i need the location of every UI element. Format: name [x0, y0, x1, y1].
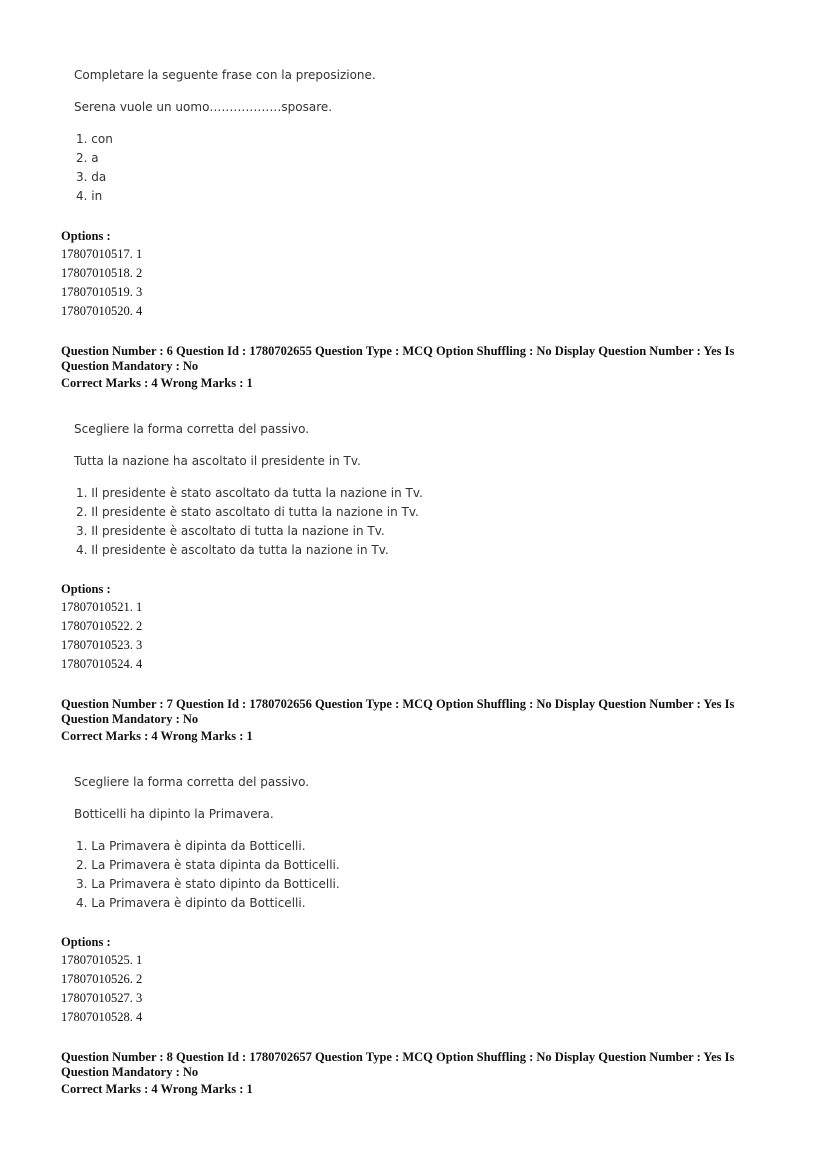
option-id-4: 17807010524. 4: [61, 657, 143, 671]
question-marks: Correct Marks : 4 Wrong Marks : 1: [61, 729, 253, 743]
question-meta: Question Number : 7 Question Id : 1780702656 Question Type : MCQ Option Shuffling : No Display Question Number : Yes Is Question Mandatory : No: [61, 697, 735, 726]
option-id-3: 17807010523. 3: [61, 638, 143, 652]
choice-1: 1. La Primavera è dipinta da Botticelli.: [76, 839, 306, 853]
choice-2: 2. Il presidente è stato ascoltato di tutta la nazione in Tv.: [76, 505, 419, 519]
option-id-1: 17807010521. 1: [61, 600, 143, 614]
question-marks: Correct Marks : 4 Wrong Marks : 1: [61, 376, 253, 390]
choice-3: 3. La Primavera è stato dipinto da Botticelli.: [76, 877, 340, 891]
option-id-2: 17807010526. 2: [61, 972, 143, 986]
choice-4: 4. in: [76, 189, 103, 203]
option-id-2: 17807010518. 2: [61, 266, 143, 280]
choice-1: 1. Il presidente è stato ascoltato da tutta la nazione in Tv.: [76, 486, 423, 500]
option-id-1: 17807010525. 1: [61, 953, 143, 967]
option-id-3: 17807010519. 3: [61, 285, 143, 299]
question-meta: Question Number : 8 Question Id : 1780702657 Question Type : MCQ Option Shuffling : No Display Question Number : Yes Is Question Mandatory : No: [61, 1050, 735, 1079]
question-marks: Correct Marks : 4 Wrong Marks : 1: [61, 1082, 253, 1096]
choice-3: 3. Il presidente è ascoltato di tutta la nazione in Tv.: [76, 524, 385, 538]
options-label: Options :: [61, 935, 111, 949]
option-id-1: 17807010517. 1: [61, 247, 143, 261]
options-label: Options :: [61, 229, 111, 243]
choice-3: 3. da: [76, 170, 107, 184]
choice-4: 4. Il presidente è ascoltato da tutta la nazione in Tv.: [76, 543, 389, 557]
question-sentence: Botticelli ha dipinto la Primavera.: [74, 807, 274, 821]
question-meta: Question Number : 6 Question Id : 1780702655 Question Type : MCQ Option Shuffling : No Display Question Number : Yes Is Question Mandatory : No: [61, 344, 735, 373]
option-id-4: 17807010528. 4: [61, 1010, 143, 1024]
choice-2: 2. a: [76, 151, 99, 165]
options-label: Options :: [61, 582, 111, 596]
question-sentence: Serena vuole un uomo………………sposare.: [74, 100, 333, 114]
question-sentence: Tutta la nazione ha ascoltato il presidente in Tv.: [74, 454, 361, 468]
choice-2: 2. La Primavera è stata dipinta da Botticelli.: [76, 858, 340, 872]
choice-4: 4. La Primavera è dipinto da Botticelli.: [76, 896, 306, 910]
choice-1: 1. con: [76, 132, 113, 146]
option-id-4: 17807010520. 4: [61, 304, 143, 318]
option-id-3: 17807010527. 3: [61, 991, 143, 1005]
question-instruction: Scegliere la forma corretta del passivo.: [74, 775, 310, 789]
question-instruction: Scegliere la forma corretta del passivo.: [74, 422, 310, 436]
option-id-2: 17807010522. 2: [61, 619, 143, 633]
question-instruction: Completare la seguente frase con la preposizione.: [74, 68, 376, 82]
